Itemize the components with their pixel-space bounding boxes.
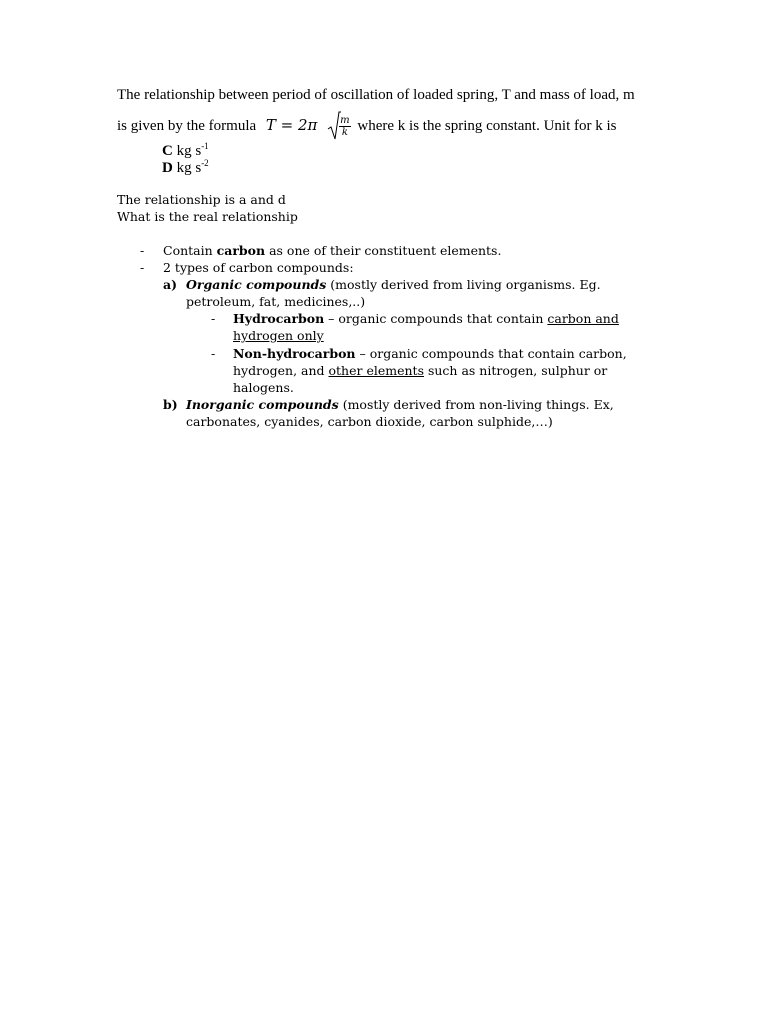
nonhydrocarbon-l2-post: such as nitrogen, sulphur or xyxy=(423,363,608,378)
hydrocarbon-dash: - xyxy=(211,311,216,326)
relationship-line-2: What is the real relationship xyxy=(117,209,298,224)
relationship-line-1: The relationship is a and d xyxy=(117,192,286,207)
inorganic-label: b) xyxy=(163,397,178,412)
bullet-1-bold: carbon xyxy=(216,243,266,258)
inorganic-line-2: carbonates, cyanides, carbon dioxide, carbon sulphide,…) xyxy=(186,414,553,429)
formula-denominator: k xyxy=(341,127,348,138)
inorganic-title: Inorganic compounds xyxy=(186,397,339,412)
nonhydrocarbon-l2-pre: hydrogen, and xyxy=(233,363,329,378)
nonhydrocarbon-title: Non-hydrocarbon xyxy=(233,346,356,361)
para-line-1: The relationship between period of oscillation of loaded spring, T and mass of load, m xyxy=(117,87,635,103)
hydrocarbon-line-1 xyxy=(233,311,619,326)
option-d-letter: D xyxy=(162,160,173,176)
bullet-2: 2 types of carbon compounds: xyxy=(163,260,354,275)
inorganic-desc-1: (mostly derived from non-living things. Ex, xyxy=(338,397,614,412)
hydrocarbon-underline-2: hydrogen only xyxy=(233,328,324,343)
option-d xyxy=(162,158,209,177)
nonhydrocarbon-mid: – organic compounds that contain carbon, xyxy=(355,346,627,361)
nonhydrocarbon-line-1 xyxy=(233,346,627,361)
nonhydrocarbon-line-3: halogens. xyxy=(233,380,294,395)
organic-line-2: petroleum, fat, medicines,..) xyxy=(186,294,366,309)
para-line-2 xyxy=(117,115,617,138)
option-c-exp: -1 xyxy=(201,141,209,151)
formula-numerator: m xyxy=(340,115,350,126)
organic-title: Organic compounds xyxy=(186,277,327,292)
bullet-1-post: as one of their constituent elements. xyxy=(265,243,502,258)
hydrocarbon-line-2 xyxy=(233,328,324,343)
nonhydrocarbon-l2-underline: other elements xyxy=(328,363,424,378)
option-d-text: kg s xyxy=(176,160,202,176)
organic-desc-1: (mostly derived from living organisms. Eg. xyxy=(326,277,601,292)
option-c-text: kg s xyxy=(176,143,202,159)
nonhydrocarbon-line-2 xyxy=(233,363,607,378)
sqrt-sign-icon xyxy=(327,111,341,141)
option-d-exp: -2 xyxy=(201,158,209,168)
bullet-1 xyxy=(163,243,501,258)
bullet-2-dash: - xyxy=(140,260,145,275)
formula-lhs: T = 2π xyxy=(265,115,318,134)
hydrocarbon-title: Hydrocarbon xyxy=(233,311,325,326)
organic-line-1 xyxy=(186,277,601,292)
bullet-1-pre: Contain xyxy=(163,243,217,258)
para-line-2-end: where k is the spring constant. Unit for k is xyxy=(357,117,617,134)
bullet-1-dash: - xyxy=(140,243,145,258)
para-line-2-start: is given by the formula xyxy=(117,117,257,134)
formula-sqrt xyxy=(327,115,350,138)
hydrocarbon-mid: – organic compounds that contain xyxy=(324,311,548,326)
organic-label: a) xyxy=(163,277,178,292)
option-c-letter: C xyxy=(162,143,173,159)
hydrocarbon-underline-1: carbon and xyxy=(547,311,619,326)
nonhydrocarbon-dash: - xyxy=(211,346,216,361)
inorganic-line-1 xyxy=(186,397,614,412)
